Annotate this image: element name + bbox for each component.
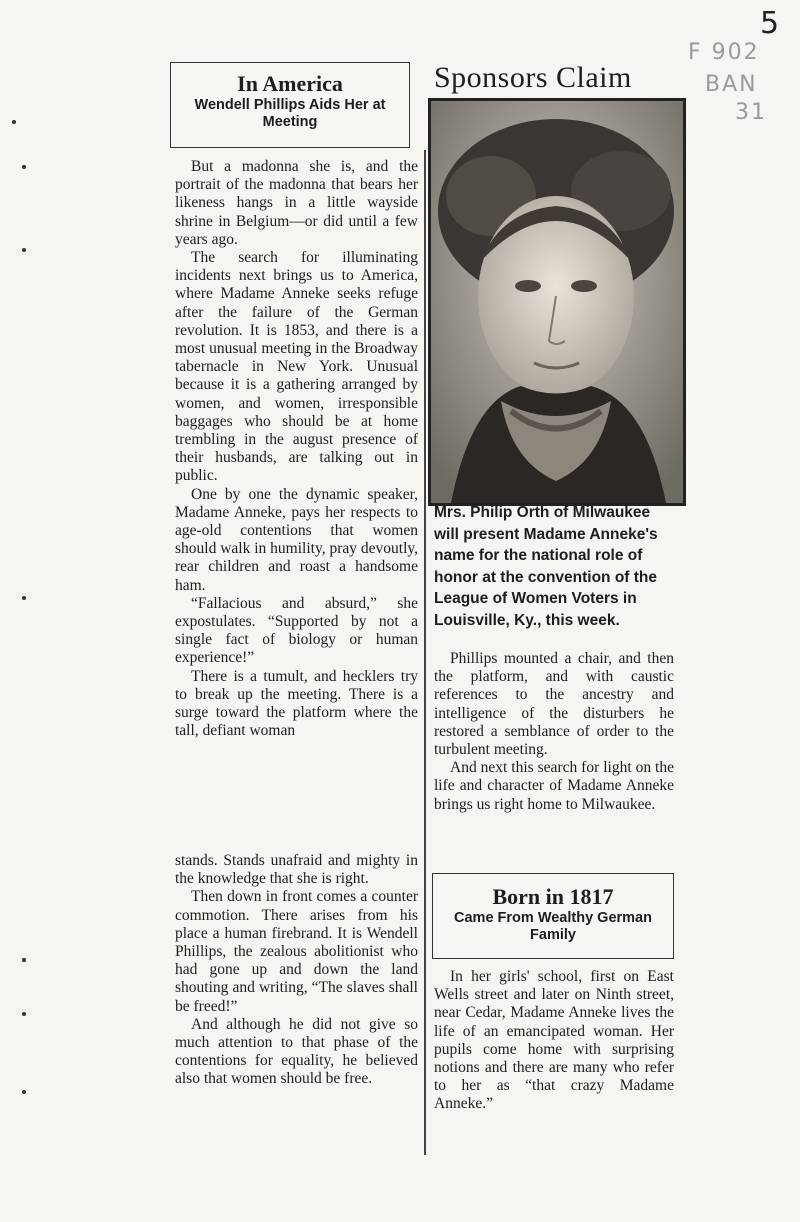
paragraph: And although he did not give so much attention to that phase of the contentions for equality, he believed also that women should be free.	[175, 1015, 418, 1088]
headline-subtitle: Came From Wealthy German Family	[454, 910, 652, 943]
paragraph: One by one the dynamic speaker, Madame Anneke, pays her respects to age-old contentions that women should walk in humility, pray devoutly, rear children and roast a handsome ham.	[175, 485, 418, 594]
handwritten-note-2: BAN	[705, 72, 758, 97]
headline-sponsors-claim: Sponsors Claim	[434, 61, 632, 94]
paragraph: Phillips mounted a chair, and then the platform, and with caustic references to the ancestry and intelligence of the disturbers he restored a semblance of order to the turbulent meeting.	[434, 650, 674, 759]
margin-dot	[22, 165, 26, 169]
portrait-photo	[428, 98, 686, 506]
photo-caption: Mrs. Philip Orth of Milwaukee will present Madame Anneke's name for the national role of honor at the convention of the League of Women Voters in Louisville, Ky., this week.	[434, 504, 658, 629]
headline-title: Born in 1817	[492, 884, 614, 909]
margin-dot	[22, 248, 26, 252]
paragraph: There is a tumult, and hecklers try to break up the meeting. There is a surge toward the platform where the tall, defiant woman	[175, 667, 418, 740]
headline-born-in-1817	[432, 873, 674, 959]
headline-in-america	[170, 62, 410, 148]
paragraph: Then down in front comes a counter commotion. There arises from his place a human firebrand. It is Wendell Phillips, the zealous abolitionist who had gone up and down the land shouting and writing, “The slaves shall be freed!”	[175, 888, 418, 1015]
right-column-continued	[434, 968, 674, 1114]
right-column-text	[434, 650, 674, 814]
left-column-continued	[175, 852, 418, 1089]
paragraph: stands. Stands unafraid and mighty in the knowledge that she is right.	[175, 852, 418, 888]
paragraph: And next this search for light on the life and character of Madame Anneke brings us right home to Milwaukee.	[434, 759, 674, 813]
margin-dot	[22, 958, 26, 962]
margin-dot	[12, 120, 16, 124]
page-number: 5	[760, 6, 780, 41]
handwritten-note-3: 31	[735, 100, 767, 125]
margin-dot	[22, 1090, 26, 1094]
portrait-illustration	[431, 101, 683, 503]
paragraph: But a madonna she is, and the portrait of the madonna that bears her likeness hangs in a little wayside shrine in Belgium—or did until a few years ago.	[175, 158, 418, 248]
headline-subtitle: Wendell Phillips Aids Her at Meeting	[194, 97, 386, 130]
paragraph: In her girls' school, first on East Wells street and later on Ninth street, near Cedar, Madame Anneke lives the life of an emancipated woman. Her pupils come home with surprising notions and there are many who refer to her as “that crazy Madame Anneke.”	[434, 968, 674, 1113]
paragraph: “Fallacious and absurd,” she expostulates. “Supported by not a single fact of biology or human experience!”	[175, 594, 418, 667]
column-rule	[424, 150, 426, 1155]
margin-dot	[22, 596, 26, 600]
margin-dot	[22, 1012, 26, 1016]
paragraph: The search for illuminating incidents next brings us to America, where Madame Anneke seeks refuge after the failure of the German revolution. It is 1853, and there is a most unusual meeting in the Broadway tabernacle in New York. Unusual because it is a gathering arranged by women, and women, irresponsible baggages who should be at home trembling in the august presence of their husbands, are talking out in public.	[175, 249, 418, 485]
left-column-text	[175, 158, 418, 741]
handwritten-note-1: F 902	[688, 40, 760, 65]
headline-title: In America	[237, 71, 343, 96]
